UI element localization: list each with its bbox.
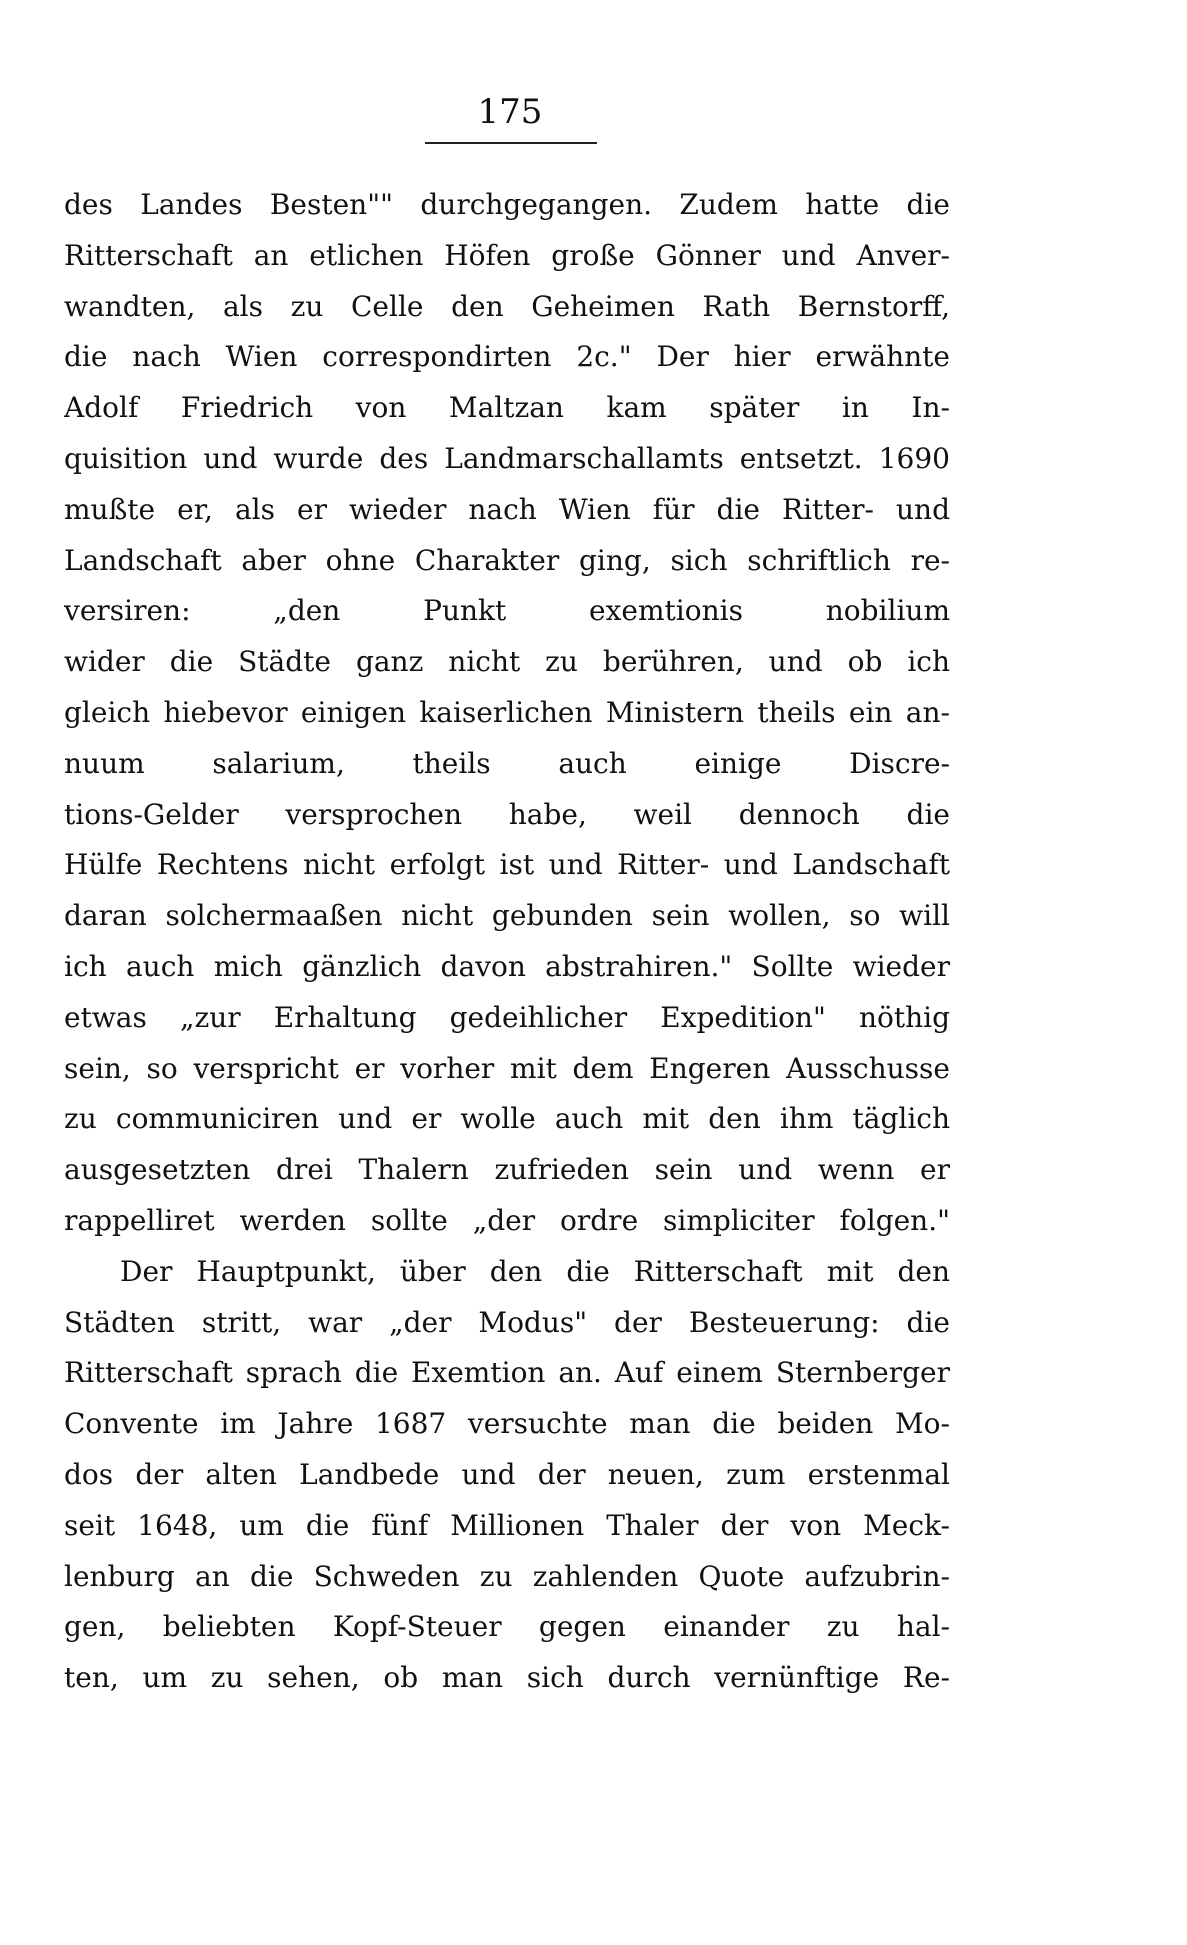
text-line: gen, beliebten Kopf-Steuer gegen einander zu hal-	[64, 1610, 950, 1644]
text-line: Adolf Friedrich von Maltzan kam später in In-	[64, 391, 950, 425]
text-line: wider die Städte ganz nicht zu berühren, und ob ich	[64, 645, 950, 679]
text-line: Convente im Jahre 1687 versuchte man die beiden Mo-	[64, 1407, 950, 1441]
text-line: Ritterschaft an etlichen Höfen große Gönner und Anver-	[64, 238, 950, 272]
text-line: dos der alten Landbede und der neuen, zum erstenmal	[64, 1457, 950, 1491]
text-line: zu communiciren und er wolle auch mit den ihm täglich	[64, 1102, 950, 1136]
text-line: Landschaft aber ohne Charakter ging, sich schriftlich re-	[64, 543, 950, 577]
text-line: die nach Wien correspondirten 2c." Der hier erwähnte	[64, 340, 950, 374]
text-line: wandten, als zu Celle den Geheimen Rath Bernstorff,	[64, 289, 950, 323]
text-line: rappelliret werden sollte „der ordre simpliciter folgen."	[64, 1203, 950, 1237]
text-line: ten, um zu sehen, ob man sich durch vernünftige Re-	[64, 1661, 950, 1695]
text-line: mußte er, als er wieder nach Wien für die Ritter- und	[64, 492, 950, 526]
text-line: daran solchermaaßen nicht gebunden sein wollen, so will	[64, 899, 950, 933]
text-line: Städten stritt, war „der Modus" der Besteuerung: die	[64, 1305, 950, 1339]
text-line: des Landes Besten"" durchgegangen. Zudem hatte die	[64, 188, 950, 221]
text-line: versiren: „den Punkt exemtionis nobilium	[64, 594, 950, 628]
page-number: 175	[477, 92, 543, 132]
header-rule	[425, 142, 597, 144]
text-line: quisition und wurde des Landmarschallamts entsetzt. 1690	[64, 441, 950, 475]
text-line: nuum salarium, theils auch einige Discre-	[64, 746, 950, 780]
text-line: Hülfe Rechtens nicht erfolgt ist und Ritter- und Landschaft	[64, 848, 950, 882]
text-line: sein, so verspricht er vorher mit dem Engeren Ausschusse	[64, 1051, 950, 1085]
text-line: ich auch mich gänzlich davon abstrahiren." Sollte wieder	[64, 949, 950, 983]
text-line: ausgesetzten drei Thalern zufrieden sein und wenn er	[64, 1153, 950, 1187]
text-line: Der Hauptpunkt, über den die Ritterschaft mit den	[120, 1254, 950, 1288]
text-line: seit 1648, um die fünf Millionen Thaler der von Meck-	[64, 1508, 950, 1542]
page-body-text	[64, 180, 950, 1704]
text-line: etwas „zur Erhaltung gedeihlicher Expedition" nöthig	[64, 1000, 950, 1034]
text-line: Ritterschaft sprach die Exemtion an. Auf einem Sternberger	[64, 1356, 950, 1390]
text-line: tions-Gelder versprochen habe, weil dennoch die	[64, 797, 950, 831]
text-line: gleich hiebevor einigen kaiserlichen Ministern theils ein an-	[64, 695, 950, 729]
text-line: lenburg an die Schweden zu zahlenden Quote aufzubrin-	[64, 1559, 950, 1593]
